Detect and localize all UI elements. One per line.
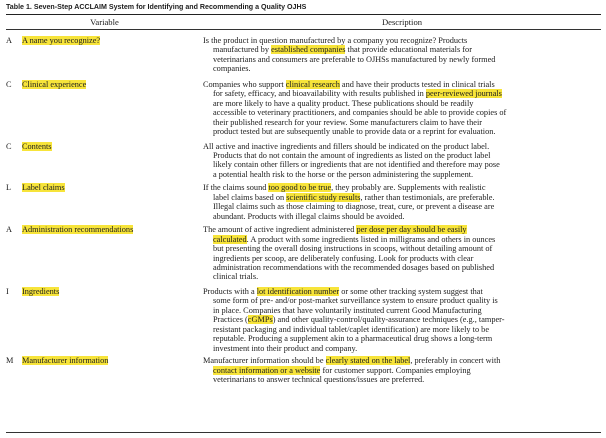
variable-highlight: Clinical experience	[22, 79, 87, 89]
variable-highlight: Administration recommendations	[22, 225, 134, 235]
description-line	[203, 127, 601, 136]
description-line	[203, 118, 601, 127]
table-caption: Table 1. Seven-Step ACCLAIM System for Identifying and Recommending a Quality OJHS	[6, 3, 307, 11]
row-description	[203, 225, 601, 282]
row-letter: A	[6, 225, 12, 235]
description-line	[203, 306, 601, 315]
description-line	[203, 375, 601, 384]
highlighted-text: peer-reviewed journals	[425, 89, 502, 99]
description-text: for customer support. Companies employing	[320, 365, 471, 375]
description-text: Products that do not contain the amount of ingredients as listed on the product label	[213, 150, 491, 160]
variable-highlight: Label claims	[22, 183, 65, 193]
row-letter: C	[6, 79, 12, 89]
description-text: likely contain other fillers or ingredients that are not identified and therefore may pose	[213, 160, 500, 170]
row-letter: L	[6, 183, 12, 193]
description-line	[203, 272, 601, 281]
variable-highlight: Contents	[22, 141, 52, 151]
description-line	[203, 344, 601, 353]
description-line	[203, 296, 601, 305]
description-line	[203, 254, 601, 263]
variable-highlight: A name you recognize?	[22, 36, 101, 45]
table-row	[6, 287, 601, 353]
header-rule	[6, 29, 601, 30]
description-text: Products with a	[203, 286, 257, 296]
description-line	[203, 108, 601, 117]
description-line	[203, 64, 601, 73]
description-line	[203, 151, 601, 160]
description-line	[203, 325, 601, 334]
highlighted-text: established companies	[271, 45, 346, 55]
description-text: , they probably are. Supplements with realistic	[331, 183, 486, 193]
table-row	[6, 142, 601, 180]
description-line	[203, 315, 601, 324]
row-description	[203, 142, 601, 180]
description-line	[203, 170, 601, 179]
description-line	[203, 36, 601, 45]
description-text: companies.	[213, 64, 251, 74]
description-text: . A product with some ingredients listed in milligrams and others in ounces	[246, 234, 496, 244]
description-text: and have their products tested in clinical trials	[339, 79, 495, 89]
description-line	[203, 45, 601, 54]
row-variable	[22, 287, 203, 353]
description-text: or some other tracking system suggest that	[339, 286, 483, 296]
description-text: their published research for your review. Some manufacturers claim to have their	[213, 117, 483, 127]
description-line	[203, 183, 601, 192]
row-description	[203, 80, 601, 137]
row-variable	[22, 183, 203, 221]
description-text: Manufacturer information should be	[203, 356, 326, 366]
description-line	[203, 366, 601, 375]
description-line	[203, 244, 601, 253]
table-header	[6, 15, 601, 29]
description-text: are more likely to have a quality product. These publications should be readily	[213, 98, 474, 108]
description-text: product tested but are subsequently unable to provide data or a reprint for evaluation.	[213, 127, 496, 137]
description-text: some form of pre- and/or post-market surveillance system to ensure product quality is	[213, 296, 498, 306]
description-text: abundant. Products with illegal claims should be avoided.	[213, 211, 405, 221]
row-letter: I	[6, 286, 9, 296]
description-text: that provide educational materials for	[345, 45, 472, 55]
table-row	[6, 80, 601, 137]
highlighted-text: per dose per day should be easily	[356, 225, 467, 235]
highlighted-text: too good to be true	[268, 183, 332, 193]
row-variable	[22, 225, 203, 282]
row-variable	[22, 356, 203, 384]
row-description	[203, 183, 601, 221]
description-line	[203, 142, 601, 151]
description-text: administration recommendations with the recommended dosages based on published	[213, 262, 495, 272]
description-text: accessible to veterinary practitioners, and companies should be able to provide copies of	[213, 108, 507, 118]
bottom-rule	[6, 432, 601, 433]
description-text: veterinarians and consumers are preferable to OJHSs manufactured by newly formed	[213, 54, 496, 64]
row-letter: A	[6, 36, 12, 45]
description-text: ) and other quality-control/quality-assurance techniques (e.g., tamper-	[272, 315, 505, 325]
description-text: reputable. Producing a supplement akin to a pharmaceutical drug shows a long-term	[213, 334, 493, 344]
highlighted-text: lot identification number	[256, 286, 340, 296]
description-text: resistant packaging and individual tablet/caplet identification) are more likely to be	[213, 324, 490, 334]
row-variable	[22, 36, 203, 74]
row-description	[203, 36, 601, 74]
variable-highlight: Ingredients	[22, 286, 60, 296]
highlighted-text: clinical research	[285, 79, 340, 89]
description-line	[203, 99, 601, 108]
table-row	[6, 356, 601, 384]
description-text: manufactured by	[213, 45, 272, 55]
highlighted-text: cGMPs	[247, 315, 273, 325]
description-text: label claims based on	[213, 192, 287, 202]
column-header-variable: Variable	[90, 17, 119, 27]
highlighted-text: calculated	[213, 234, 247, 244]
description-text: All active and inactive ingredients and fillers should be indicated on the product label.	[203, 141, 490, 151]
description-line	[203, 212, 601, 221]
variable-highlight: Manufacturer information	[22, 356, 109, 366]
row-variable	[22, 80, 203, 137]
row-description	[203, 356, 601, 384]
description-text: for safety, efficacy, and bioavailability with results published in	[213, 89, 426, 99]
description-line	[203, 263, 601, 272]
description-line	[203, 160, 601, 169]
row-letter: M	[6, 356, 14, 366]
description-text: but presenting the overall dosing instructions in scoops, without detailing amount of	[213, 244, 493, 254]
description-line	[203, 89, 601, 98]
description-text: ingredients per scoop, are deliberately confusing. Look for products with clear	[213, 253, 474, 263]
description-text: If the claims sound	[203, 183, 269, 193]
highlighted-text: clearly stated on the label	[325, 356, 411, 366]
row-letter: C	[6, 141, 12, 151]
table-row	[6, 36, 601, 74]
highlighted-text: scientific study results	[286, 192, 361, 202]
description-line	[203, 334, 601, 343]
highlighted-text: contact information or a website	[213, 365, 321, 375]
description-text: investment into their product and company.	[213, 343, 358, 353]
row-description	[203, 287, 601, 353]
description-line	[203, 356, 601, 365]
description-text: Practices (	[213, 315, 248, 325]
description-line	[203, 287, 601, 296]
description-text: , rather than testimonials, are preferable.	[360, 192, 495, 202]
description-line	[203, 55, 601, 64]
table-body	[6, 36, 601, 384]
description-text: a potential health risk to the horse or the person administering the supplement.	[213, 169, 474, 179]
description-line	[203, 202, 601, 211]
description-text: , preferably in concert with	[410, 356, 501, 366]
description-text: Companies who support	[203, 79, 286, 89]
description-line	[203, 225, 601, 234]
description-text: veterinarians to answer technical questions/issues are preferred.	[213, 374, 425, 384]
description-line	[203, 193, 601, 202]
description-line	[203, 235, 601, 244]
column-header-description: Description	[381, 17, 423, 27]
table-row	[6, 225, 601, 282]
description-text: in place. Companies that have voluntarily instituted current Good Manufacturing	[213, 305, 482, 315]
description-text: The amount of active ingredient administered	[203, 225, 357, 235]
table-row	[6, 183, 601, 221]
description-text: Illegal claims such as those claiming to diagnose, treat, cure, or prevent a disease are	[213, 202, 495, 212]
description-text: Is the product in question manufactured by a company you recognize? Products	[203, 36, 468, 45]
description-text: clinical trials.	[213, 272, 259, 282]
description-line	[203, 80, 601, 89]
row-variable	[22, 142, 203, 180]
